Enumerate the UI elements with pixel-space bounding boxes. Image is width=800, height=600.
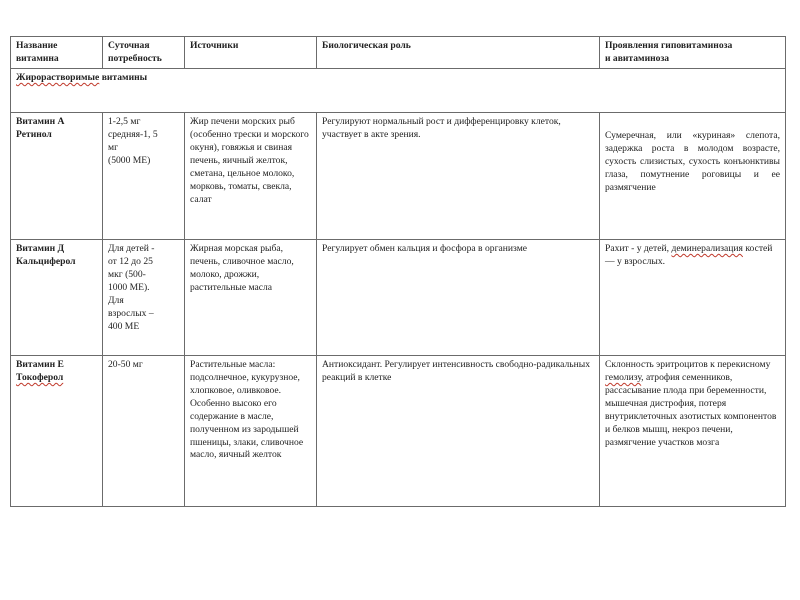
table-row [11,112,786,239]
sources-cell: Жирная морская рыба, печень, сливочное масло, молоко, дрожжи, растительные масла [185,239,317,355]
header-deficiency [600,37,786,69]
sources-cell: Жир печени морских рыб (особенно трески и морского окуня), говяжья и свиная печень, яичный желток, сметана, цельное молоко, морковь, томаты, свекла, салат [185,112,317,239]
deficiency-text-start: Рахит - у детей, [605,242,672,254]
vitamin-alias: Ретинол [16,128,52,140]
header-row [11,37,786,69]
header-daily-line-1: Суточная [108,40,150,51]
vitamins-table [10,36,786,507]
deficiency-text-start: Склонность эритроцитов к перекисному [605,358,771,370]
daily-requirement-cell [103,355,185,506]
role-cell: Регулируют нормальный рост и дифференцировку клеток, участвует в акте зрения. [317,112,600,239]
sources-cell: Растительные масла: подсолнечное, кукурузное, хлопковое, оливковое. Особенно высоко его содержание в масле, полученном из зародышей пшеницы, злаки, сливочное масло, яичный желток [185,355,317,506]
daily-line: взрослых – [108,307,154,319]
header-name-line-1: Название [16,40,58,51]
deficiency-cell [600,355,786,506]
vitamin-name-cell [11,112,103,239]
header-deficiency-line-2: и авитаминоза [605,52,670,64]
daily-requirement-cell [103,239,185,355]
vitamin-name-cell [11,355,103,506]
role-cell: Регулирует обмен кальция и фосфора в организме [317,239,600,355]
daily-line: 20-50 мг [108,358,143,370]
daily-line: 1000 МЕ). [108,281,150,293]
section-title-word: Жирорастворимые [16,71,100,83]
deficiency-cell [600,239,786,355]
daily-line: (5000 МЕ) [108,154,151,166]
daily-line: средняя-1, 5 [108,128,158,140]
daily-line: мкг (500- [108,268,146,280]
table-row [11,239,786,355]
daily-line: от 12 до 25 [108,255,153,267]
header-role: Биологическая роль [317,37,600,69]
deficiency-cell [600,112,786,239]
section-title [11,68,786,112]
vitamin-name: Витамин Д [16,242,65,254]
deficiency-text-end: , атрофия семенников, рассасывание плода при беременности, мышечная дистрофия, потеря внутриклеточных азотистых компонентов и белков мышц, некроз печени, размягчение участков мозга [605,371,777,448]
deficiency-text-end: костей — у взрослых. [605,242,773,267]
daily-line: Для [108,294,124,306]
header-name [11,37,103,69]
vitamin-alias: Кальциферол [16,255,76,267]
daily-line: Для детей - [108,242,155,254]
daily-line: мг [108,141,119,153]
vitamin-alias: Токоферол [16,371,64,383]
deficiency-text-flagged-word: деминерализация [671,242,743,254]
header-deficiency-line-1: Проявления гиповитаминоза [605,40,733,51]
header-daily-line-2: потребность [108,52,162,64]
daily-line: 400 МЕ [108,320,140,332]
table-row [11,355,786,506]
header-daily [103,37,185,69]
role-cell: Антиоксидант. Регулирует интенсивность свободно-радикальных реакций в клетке [317,355,600,506]
daily-line: 1-2,5 мг [108,115,141,127]
section-row [11,68,786,112]
vitamin-name-cell [11,239,103,355]
deficiency-text: Сумеречная, или «куриная» слепота, задержка роста в молодом возрасте, сухость слизистых, сухость конъюнктивы глаза, помутнение роговицы и ее размягчение [605,129,780,193]
header-name-line-2: витамина [16,52,59,64]
section-title-rest: витамины [99,71,148,83]
header-sources: Источники [185,37,317,69]
daily-requirement-cell [103,112,185,239]
vitamin-name: Витамин А [16,115,65,127]
vitamin-name: Витамин Е [16,358,64,370]
deficiency-text-flagged-word: гемолизу [605,371,642,383]
